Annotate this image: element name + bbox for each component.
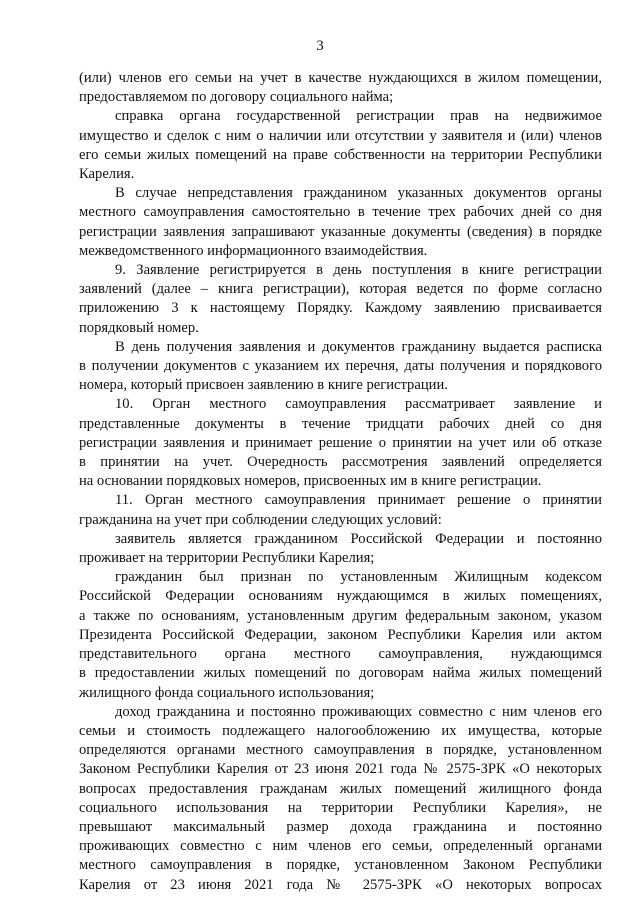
text-line: а также по основаниям, установленным другим федеральным законом, указом [79, 607, 602, 624]
text-line: проживает на территории Республики Карелия; [79, 550, 375, 567]
text-line: предоставляемом по договору социального найма; [79, 89, 394, 106]
text-line: местного самоуправления самостоятельно в течение трех рабочих дней со дня [79, 204, 602, 221]
text-line: вопросах предоставления гражданам жилых помещений жилищного фонда [79, 780, 602, 797]
text-line: социального использования на территории Республики Карелия», не [79, 799, 602, 816]
text-line: имущество и сделок с ним о наличии или отсутствии у заявителя и (или) членов [79, 127, 602, 144]
text-line: приложению 3 к настоящему Порядку. Каждому заявлению присваивается [79, 300, 602, 317]
text-line: 10. Орган местного самоуправления рассматривает заявление и [115, 396, 602, 413]
document-body-text [79, 69, 602, 895]
text-line: 9. Заявление регистрируется в день поступления в книге регистрации [115, 262, 602, 279]
text-line: его семьи жилых помещений на праве собственности на территории Республики [79, 146, 602, 163]
text-line: номера, который присвоен заявлению в книге регистрации. [79, 377, 448, 394]
text-line: Законом Республики Карелия от 23 июня 2021 года № 2575-ЗРК «О некоторых [79, 761, 602, 778]
text-line: Карелия от 23 июня 2021 года № 2575-ЗРК «О некоторых вопросах [79, 876, 602, 893]
text-line: в предоставлении жилых помещений по договорам найма жилых помещений [79, 665, 602, 682]
text-line: проживающих совместно с ним членов его семьи, определенный органами [79, 838, 602, 855]
text-line: в получении документов с указанием их перечня, даты получения и порядкового [79, 358, 602, 375]
text-line: представленные документы в течение тридцати рабочих дней со дня [79, 415, 602, 432]
text-line: Карелия. [79, 166, 135, 183]
text-line: В день получения заявления и документов гражданину выдается расписка [115, 338, 602, 355]
page-number: 3 [316, 38, 324, 54]
text-line: заявлений (далее – книга регистрации), которая ведется по форме согласно [79, 281, 602, 298]
text-line: жилищного фонда социального использования; [79, 684, 375, 701]
text-line: (или) членов его семьи на учет в качестве нуждающихся в жилом помещении, [79, 70, 602, 86]
text-line: местного самоуправления в порядке, установленном Законом Республики [79, 857, 602, 874]
text-line: Президента Российской Федерации, законом Республики Карелия или актом [79, 626, 602, 643]
text-line: превышают максимальный размер дохода гражданина и постоянно [79, 818, 602, 835]
text-line: порядковый номер. [79, 319, 199, 336]
text-line: представительного органа местного самоуправления, нуждающимся [79, 646, 602, 663]
text-line: заявитель является гражданином Российской Федерации и постоянно [115, 530, 602, 547]
text-line: на основании порядковых номеров, присвоенных им в книге регистрации. [79, 473, 542, 490]
text-line: гражданин был признан по установленным Жилищным кодексом [115, 569, 602, 586]
text-line: Российской Федерации основаниям нуждающимся в жилых помещениях, [79, 588, 602, 605]
text-line: определяются органами местного самоуправления в порядке, установленном [79, 742, 602, 759]
text-line: межведомственного информационного взаимодействия. [79, 242, 428, 259]
text-line: справка органа государственной регистрации прав на недвижимое [115, 108, 602, 125]
text-line: регистрации заявления и принимает решение о принятии на учет или об отказе [79, 434, 602, 451]
text-line: доход гражданина и постоянно проживающих совместно с ним членов его [115, 703, 602, 720]
text-line: гражданина на учет при соблюдении следующих условий: [79, 511, 442, 528]
text-line: в принятии на учет. Очередность рассмотрения заявлений определяется [79, 454, 602, 471]
text-line: 11. Орган местного самоуправления принимает решение о принятии [115, 492, 602, 509]
text-line: регистрации заявления запрашивают указанные документы (сведения) в порядке [79, 223, 602, 240]
text-line: семьи и стоимость подлежащего налогообложению их имущества, которые [79, 722, 602, 739]
text-line: В случае непредставления гражданином указанных документов органы [115, 185, 602, 202]
